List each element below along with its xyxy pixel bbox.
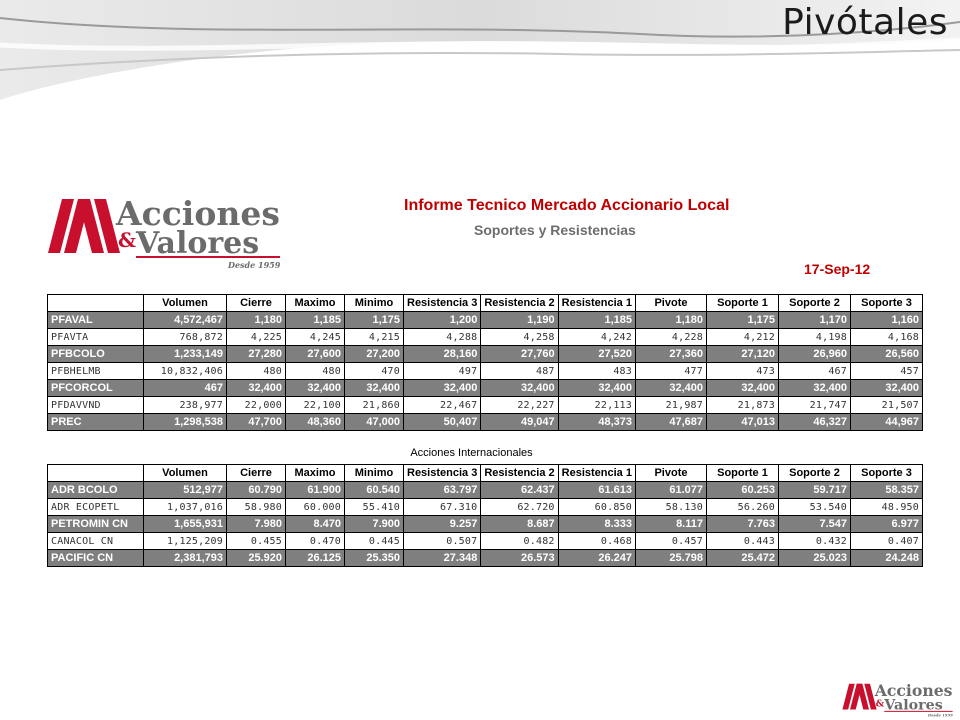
value-cell: 44,967 bbox=[850, 414, 922, 431]
international-section-label: Acciones Internacionales bbox=[410, 447, 533, 459]
header-soporte-2: Soporte 2 bbox=[778, 465, 850, 482]
value-cell: 21,860 bbox=[345, 397, 404, 414]
logo-text-acciones: Acciones bbox=[116, 194, 280, 233]
value-cell: 1,190 bbox=[481, 312, 558, 329]
value-cell: 28,160 bbox=[404, 346, 481, 363]
value-cell: 1,200 bbox=[404, 312, 481, 329]
value-cell: 467 bbox=[144, 380, 227, 397]
value-cell: 25.350 bbox=[345, 550, 404, 567]
table-row bbox=[48, 414, 923, 431]
ticker-cell: ADR ECOPETL bbox=[48, 499, 144, 516]
value-cell: 27.348 bbox=[404, 550, 481, 567]
header-minimo: Minimo bbox=[345, 465, 404, 482]
value-cell: 1,655,931 bbox=[144, 516, 227, 533]
value-cell: 62.720 bbox=[481, 499, 558, 516]
value-cell: 48,373 bbox=[558, 414, 635, 431]
value-cell: 4,215 bbox=[345, 329, 404, 346]
value-cell: 4,258 bbox=[481, 329, 558, 346]
value-cell: 60.000 bbox=[286, 499, 345, 516]
value-cell: 26,960 bbox=[778, 346, 850, 363]
value-cell: 8.687 bbox=[481, 516, 558, 533]
value-cell: 21,873 bbox=[706, 397, 778, 414]
value-cell: 238,977 bbox=[144, 397, 227, 414]
value-cell: 27,520 bbox=[558, 346, 635, 363]
value-cell: 27,120 bbox=[706, 346, 778, 363]
value-cell: 0.507 bbox=[404, 533, 481, 550]
header-cierre: Cierre bbox=[227, 465, 286, 482]
header-volumen: Volumen bbox=[144, 295, 227, 312]
header-resistencia-3: Resistencia 3 bbox=[404, 295, 481, 312]
value-cell: 67.310 bbox=[404, 499, 481, 516]
value-cell: 1,175 bbox=[345, 312, 404, 329]
value-cell: 21,507 bbox=[850, 397, 922, 414]
value-cell: 9.257 bbox=[404, 516, 481, 533]
value-cell: 1,298,538 bbox=[144, 414, 227, 431]
value-cell: 1,185 bbox=[558, 312, 635, 329]
value-cell: 27,600 bbox=[286, 346, 345, 363]
value-cell: 22,100 bbox=[286, 397, 345, 414]
value-cell: 21,747 bbox=[778, 397, 850, 414]
value-cell: 32,400 bbox=[850, 380, 922, 397]
international-stocks-table bbox=[47, 464, 923, 567]
value-cell: 26,560 bbox=[850, 346, 922, 363]
header-resistencia-2: Resistencia 2 bbox=[481, 295, 558, 312]
value-cell: 32,400 bbox=[481, 380, 558, 397]
value-cell: 4,572,467 bbox=[144, 312, 227, 329]
value-cell: 47,000 bbox=[345, 414, 404, 431]
value-cell: 25.798 bbox=[635, 550, 706, 567]
value-cell: 0.482 bbox=[481, 533, 558, 550]
value-cell: 0.445 bbox=[345, 533, 404, 550]
value-cell: 480 bbox=[227, 363, 286, 380]
value-cell: 4,225 bbox=[227, 329, 286, 346]
value-cell: 1,175 bbox=[706, 312, 778, 329]
value-cell: 0.407 bbox=[850, 533, 922, 550]
header-resistencia-2: Resistencia 2 bbox=[481, 465, 558, 482]
value-cell: 22,467 bbox=[404, 397, 481, 414]
value-cell: 32,400 bbox=[778, 380, 850, 397]
value-cell: 56.260 bbox=[706, 499, 778, 516]
table-row bbox=[48, 329, 923, 346]
value-cell: 457 bbox=[850, 363, 922, 380]
value-cell: 25.920 bbox=[227, 550, 286, 567]
value-cell: 55.410 bbox=[345, 499, 404, 516]
value-cell: 497 bbox=[404, 363, 481, 380]
value-cell: 47,013 bbox=[706, 414, 778, 431]
ticker-cell: PFBHELMB bbox=[48, 363, 144, 380]
value-cell: 26.573 bbox=[481, 550, 558, 567]
header-soporte-1: Soporte 1 bbox=[706, 295, 778, 312]
value-cell: 32,400 bbox=[635, 380, 706, 397]
value-cell: 25.472 bbox=[706, 550, 778, 567]
ticker-cell: PETROMIN CN bbox=[48, 516, 144, 533]
header-soporte-2: Soporte 2 bbox=[778, 295, 850, 312]
value-cell: 1,037,016 bbox=[144, 499, 227, 516]
header-resistencia-1: Resistencia 1 bbox=[558, 295, 635, 312]
value-cell: 22,227 bbox=[481, 397, 558, 414]
value-cell: 53.540 bbox=[778, 499, 850, 516]
header-cell bbox=[48, 295, 144, 312]
value-cell: 47,700 bbox=[227, 414, 286, 431]
slide-title: Pivótales bbox=[782, 2, 948, 43]
ticker-cell: PFBCOLO bbox=[48, 346, 144, 363]
logo-small-text-acciones: Acciones bbox=[874, 681, 953, 701]
ticker-cell: PREC bbox=[48, 414, 144, 431]
value-cell: 60.540 bbox=[345, 482, 404, 499]
table-row bbox=[48, 363, 923, 380]
value-cell: 32,400 bbox=[404, 380, 481, 397]
ticker-cell: CANACOL CN bbox=[48, 533, 144, 550]
header-maximo: Maximo bbox=[286, 295, 345, 312]
value-cell: 473 bbox=[706, 363, 778, 380]
value-cell: 0.468 bbox=[558, 533, 635, 550]
value-cell: 32,400 bbox=[558, 380, 635, 397]
acciones-valores-logo bbox=[48, 191, 282, 271]
header-soporte-3: Soporte 3 bbox=[850, 295, 922, 312]
value-cell: 58.357 bbox=[850, 482, 922, 499]
value-cell: 10,832,406 bbox=[144, 363, 227, 380]
header-pivote: Pivote bbox=[635, 465, 706, 482]
value-cell: 1,170 bbox=[778, 312, 850, 329]
table-row bbox=[48, 397, 923, 414]
header-resistencia-3: Resistencia 3 bbox=[404, 465, 481, 482]
value-cell: 4,242 bbox=[558, 329, 635, 346]
value-cell: 22,000 bbox=[227, 397, 286, 414]
value-cell: 58.130 bbox=[635, 499, 706, 516]
value-cell: 8.333 bbox=[558, 516, 635, 533]
value-cell: 1,125,209 bbox=[144, 533, 227, 550]
value-cell: 470 bbox=[345, 363, 404, 380]
value-cell: 2,381,793 bbox=[144, 550, 227, 567]
value-cell: 48,360 bbox=[286, 414, 345, 431]
value-cell: 0.432 bbox=[778, 533, 850, 550]
value-cell: 0.455 bbox=[227, 533, 286, 550]
value-cell: 487 bbox=[481, 363, 558, 380]
value-cell: 24.248 bbox=[850, 550, 922, 567]
value-cell: 4,245 bbox=[286, 329, 345, 346]
value-cell: 25.023 bbox=[778, 550, 850, 567]
value-cell: 1,185 bbox=[286, 312, 345, 329]
logo-small-text-valores: Valores bbox=[884, 697, 943, 714]
value-cell: 61.900 bbox=[286, 482, 345, 499]
header-maximo: Maximo bbox=[286, 465, 345, 482]
value-cell: 49,047 bbox=[481, 414, 558, 431]
value-cell: 61.613 bbox=[558, 482, 635, 499]
value-cell: 467 bbox=[778, 363, 850, 380]
value-cell: 58.980 bbox=[227, 499, 286, 516]
value-cell: 6.977 bbox=[850, 516, 922, 533]
ticker-cell: ADR BCOLO bbox=[48, 482, 144, 499]
international-header-row bbox=[48, 465, 923, 482]
value-cell: 477 bbox=[635, 363, 706, 380]
value-cell: 21,987 bbox=[635, 397, 706, 414]
value-cell: 63.797 bbox=[404, 482, 481, 499]
local-header-row bbox=[48, 295, 923, 312]
value-cell: 27,360 bbox=[635, 346, 706, 363]
logo-small-since: Desde 1959 bbox=[927, 712, 953, 718]
value-cell: 32,400 bbox=[345, 380, 404, 397]
value-cell: 0.470 bbox=[286, 533, 345, 550]
value-cell: 4,198 bbox=[778, 329, 850, 346]
header-pivote: Pivote bbox=[635, 295, 706, 312]
value-cell: 32,400 bbox=[706, 380, 778, 397]
report-date: 17-Sep-12 bbox=[804, 261, 871, 277]
ticker-cell: PFAVAL bbox=[48, 312, 144, 329]
value-cell: 26.125 bbox=[286, 550, 345, 567]
value-cell: 60.790 bbox=[227, 482, 286, 499]
logo-small-text-amp: & bbox=[875, 698, 885, 710]
header-resistencia-1: Resistencia 1 bbox=[558, 465, 635, 482]
value-cell: 47,687 bbox=[635, 414, 706, 431]
value-cell: 4,168 bbox=[850, 329, 922, 346]
table-row bbox=[48, 380, 923, 397]
value-cell: 48.950 bbox=[850, 499, 922, 516]
local-stocks-table bbox=[47, 294, 923, 431]
international-table-body bbox=[48, 482, 923, 567]
report-subtitle: Soportes y Resistencias bbox=[474, 222, 636, 238]
table-row bbox=[48, 499, 923, 516]
table-row bbox=[48, 312, 923, 329]
value-cell: 27,280 bbox=[227, 346, 286, 363]
value-cell: 62.437 bbox=[481, 482, 558, 499]
value-cell: 0.443 bbox=[706, 533, 778, 550]
value-cell: 60.850 bbox=[558, 499, 635, 516]
value-cell: 32,400 bbox=[227, 380, 286, 397]
value-cell: 4,288 bbox=[404, 329, 481, 346]
value-cell: 7.980 bbox=[227, 516, 286, 533]
value-cell: 483 bbox=[558, 363, 635, 380]
value-cell: 59.717 bbox=[778, 482, 850, 499]
value-cell: 480 bbox=[286, 363, 345, 380]
value-cell: 1,180 bbox=[227, 312, 286, 329]
logo-text-valores: Valores bbox=[136, 226, 260, 261]
value-cell: 27,200 bbox=[345, 346, 404, 363]
ticker-cell: PACIFIC CN bbox=[48, 550, 144, 567]
value-cell: 4,212 bbox=[706, 329, 778, 346]
ticker-cell: PFDAVVND bbox=[48, 397, 144, 414]
value-cell: 26.247 bbox=[558, 550, 635, 567]
report-title: Informe Tecnico Mercado Accionario Local bbox=[404, 197, 730, 214]
table-row bbox=[48, 533, 923, 550]
value-cell: 1,233,149 bbox=[144, 346, 227, 363]
value-cell: 60.253 bbox=[706, 482, 778, 499]
value-cell: 1,160 bbox=[850, 312, 922, 329]
value-cell: 32,400 bbox=[286, 380, 345, 397]
header-soporte-3: Soporte 3 bbox=[850, 465, 922, 482]
header-volumen: Volumen bbox=[144, 465, 227, 482]
value-cell: 4,228 bbox=[635, 329, 706, 346]
value-cell: 512,977 bbox=[144, 482, 227, 499]
logo-since: Desde 1959 bbox=[228, 260, 281, 270]
table-row bbox=[48, 346, 923, 363]
value-cell: 0.457 bbox=[635, 533, 706, 550]
value-cell: 768,872 bbox=[144, 329, 227, 346]
value-cell: 8.470 bbox=[286, 516, 345, 533]
ticker-cell: PFAVTA bbox=[48, 329, 144, 346]
acciones-valores-logo-small bbox=[842, 680, 954, 718]
table-row bbox=[48, 550, 923, 567]
table-row bbox=[48, 516, 923, 533]
header-minimo: Minimo bbox=[345, 295, 404, 312]
value-cell: 8.117 bbox=[635, 516, 706, 533]
value-cell: 46,327 bbox=[778, 414, 850, 431]
value-cell: 61.077 bbox=[635, 482, 706, 499]
local-table-body bbox=[48, 312, 923, 431]
ticker-cell: PFCORCOL bbox=[48, 380, 144, 397]
header-cierre: Cierre bbox=[227, 295, 286, 312]
value-cell: 7.900 bbox=[345, 516, 404, 533]
table-row bbox=[48, 482, 923, 499]
value-cell: 7.763 bbox=[706, 516, 778, 533]
value-cell: 1,180 bbox=[635, 312, 706, 329]
header-soporte-1: Soporte 1 bbox=[706, 465, 778, 482]
value-cell: 7.547 bbox=[778, 516, 850, 533]
header-cell bbox=[48, 465, 144, 482]
value-cell: 50,407 bbox=[404, 414, 481, 431]
value-cell: 22,113 bbox=[558, 397, 635, 414]
value-cell: 27,760 bbox=[481, 346, 558, 363]
logo-text-amp: & bbox=[118, 228, 137, 252]
